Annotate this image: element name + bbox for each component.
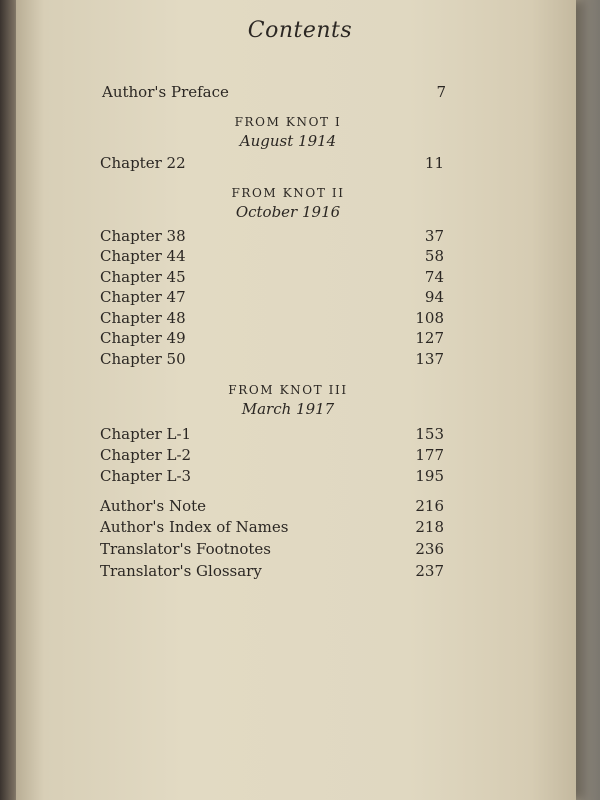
toc-entry-page: 7 bbox=[436, 83, 446, 101]
toc-entry-label: Chapter 45 bbox=[100, 268, 186, 286]
toc-entry bbox=[100, 226, 444, 246]
toc-entry-page: 74 bbox=[424, 268, 444, 286]
toc-entry-page: 236 bbox=[415, 540, 444, 558]
section-date-knot-2: October 1916 bbox=[235, 203, 341, 221]
toc-entry-label: Chapter 38 bbox=[100, 227, 186, 245]
toc-entry-page: 216 bbox=[415, 497, 444, 515]
toc-entry-preface bbox=[102, 82, 446, 102]
toc-entry-label: Chapter L-2 bbox=[100, 446, 192, 464]
toc-entry-page: 58 bbox=[424, 247, 444, 265]
toc-entry-page: 137 bbox=[415, 350, 444, 368]
page-title: Contents bbox=[247, 18, 353, 43]
toc-entry bbox=[100, 349, 444, 369]
toc-entry-label: Author's Preface bbox=[102, 83, 229, 101]
toc-entry bbox=[100, 153, 444, 173]
toc-entry bbox=[100, 246, 444, 266]
toc-entry-label: Chapter 50 bbox=[100, 350, 186, 368]
toc-entry bbox=[100, 539, 444, 559]
toc-entry-page: 108 bbox=[415, 309, 444, 327]
toc-entry-label: Chapter 44 bbox=[100, 247, 186, 265]
section-date-knot-1: August 1914 bbox=[239, 132, 337, 150]
section-heading-knot-2: FROM KNOT II bbox=[231, 186, 345, 200]
toc-entry bbox=[100, 424, 444, 444]
toc-entry-page: 11 bbox=[424, 154, 444, 172]
section-heading-knot-1: FROM KNOT I bbox=[234, 115, 342, 129]
toc-entry bbox=[100, 328, 444, 348]
toc-entry-label: Chapter 22 bbox=[100, 154, 186, 172]
toc-entry-label: Translator's Glossary bbox=[100, 562, 262, 580]
toc-entry-label: Chapter 48 bbox=[100, 309, 186, 327]
toc-entry-label: Author's Index of Names bbox=[100, 518, 289, 536]
section-date-knot-3: March 1917 bbox=[241, 400, 335, 418]
toc-entry-page: 37 bbox=[424, 227, 444, 245]
toc-entry bbox=[100, 287, 444, 307]
contents-page bbox=[16, 0, 576, 800]
book-cover-edge bbox=[574, 0, 600, 800]
toc-entry bbox=[100, 445, 444, 465]
toc-entry bbox=[100, 308, 444, 328]
toc-entry-label: Chapter 47 bbox=[100, 288, 186, 306]
toc-entry bbox=[100, 267, 444, 287]
toc-entry-page: 177 bbox=[415, 446, 444, 464]
toc-entry-label: Translator's Footnotes bbox=[100, 540, 272, 558]
toc-entry-page: 237 bbox=[415, 562, 444, 580]
toc-entry-page: 218 bbox=[415, 518, 444, 536]
toc-entry-label: Author's Note bbox=[100, 497, 207, 515]
toc-entry bbox=[100, 466, 444, 486]
toc-entry-page: 153 bbox=[415, 425, 444, 443]
toc-entry-label: Chapter 49 bbox=[100, 329, 186, 347]
toc-entry-label: Chapter L-1 bbox=[100, 425, 192, 443]
toc-entry bbox=[100, 517, 444, 537]
toc-entry-page: 94 bbox=[424, 288, 444, 306]
toc-entry bbox=[100, 561, 444, 581]
toc-entry bbox=[100, 496, 444, 516]
toc-entry-label: Chapter L-3 bbox=[100, 467, 192, 485]
toc-entry-page: 127 bbox=[415, 329, 444, 347]
section-heading-knot-3: FROM KNOT III bbox=[228, 383, 348, 397]
toc-entry-page: 195 bbox=[415, 467, 444, 485]
